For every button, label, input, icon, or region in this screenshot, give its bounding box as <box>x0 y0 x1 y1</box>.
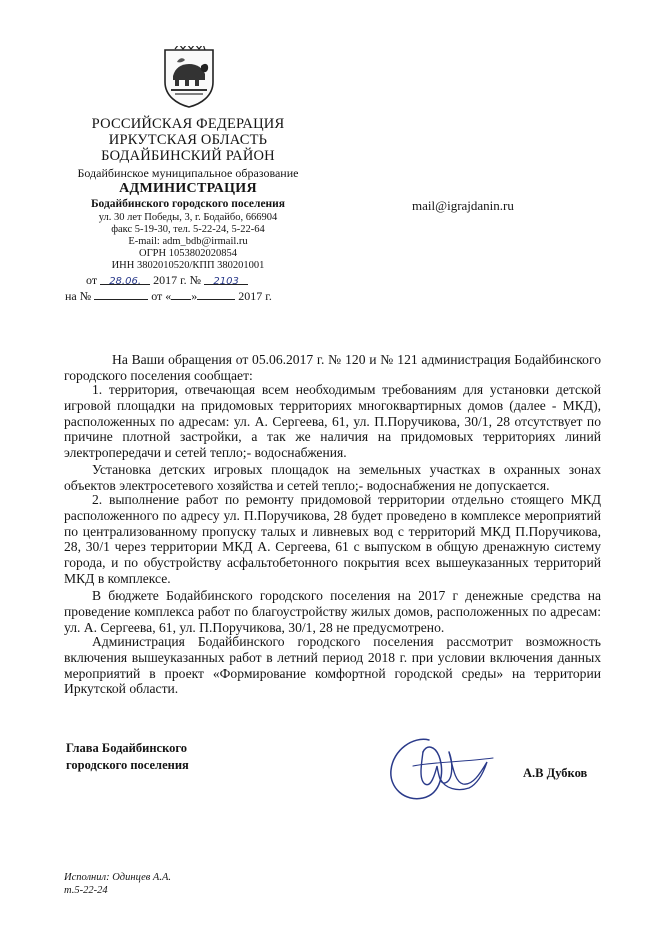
header-email: E-mail: adm_bdb@irmail.ru <box>128 236 248 247</box>
body-paragraph-1: На Ваши обращения от 05.06.2017 г. № 120 и № 121 администрация Бодайбинского городского поселения сообщает: <box>64 352 601 383</box>
handwritten-signature-icon <box>383 722 501 806</box>
header-inn-kpp: ИНН 3802010520/КПП 380201001 <box>111 260 265 271</box>
from-number-field <box>204 273 248 285</box>
incoming-reference-row <box>65 288 272 303</box>
to-month-blank <box>197 288 235 300</box>
from-year: 2017 г. № <box>153 273 202 287</box>
header-fax-phone: факс 5-19-30, тел. 5-22-24, 5-22-64 <box>111 224 265 235</box>
body-paragraph-2: 1. территория, отвечающая всем необходимым требованиям для установки детской игровой площадки на придомовых территориях многоквартирных домов (далее - МКД), расположенных по адресам: ул. А. Сергеева, 61, ул. П.Поручикова, 30/1, 28 отсутствует по причине плотной застройки, а так же наличия на придомовых территориях линий электропередачи и сетей тепло;- водоснабжения. <box>64 382 601 461</box>
header-region: ИРКУТСКАЯ ОБЛАСТЬ <box>108 132 268 148</box>
coat-of-arms-icon <box>161 46 217 108</box>
addressee-email: mail@igrajdanin.ru <box>412 198 514 213</box>
header-country: РОССИЙСКАЯ ФЕДЕРАЦИЯ <box>91 116 285 132</box>
header-district: БОДАЙБИНСКИЙ РАЙОН <box>101 148 275 164</box>
from-prefix: от <box>86 273 98 287</box>
body-paragraph-3: Установка детских игровых площадок на земельных участках в охранных зонах объектов электросетевого хозяйства и сетей тепло;- водоснабжения не допускается. <box>64 462 601 493</box>
to-day-blank <box>171 288 191 300</box>
signatory-title-line-1: Глава Бодайбинского <box>66 741 187 755</box>
executor-phone: т.5-22-24 <box>64 885 108 896</box>
header-ogrn: ОГРН 1053802020854 <box>139 248 237 259</box>
body-paragraph-4: 2. выполнение работ по ремонту придомовой территории отдельно стоящего МКД расположенного по адресу ул. П.Поручикова, 28 будет проведено в комплексе мероприятий по централизованному пропуску талых и ливневых вод с территорий МКД П.Поручикова, 28, 30/1 через территории МКД А. Сергеева, 61 с выпуском в общую дренажную систему города, и по обустройству асфальтобетонного покрытия всех вышеуказанных территорий МКД в комплексе. <box>64 492 601 586</box>
header-organization: Бодайбинского городского поселения <box>90 198 286 210</box>
signatory-title <box>66 740 189 774</box>
header-administration: АДМИНИСТРАЦИЯ <box>119 181 257 196</box>
to-year: 2017 г. <box>238 289 272 303</box>
body-paragraph-5: В бюджете Бодайбинского городского поселения на 2017 г денежные средства на проведение комплекса работ по благоустройству жилых домов, расположенных по адресам: ул. А. Сергеева, 61, ул. П.Поручикова, 30/1, 28 не предусмотрено. <box>64 588 601 635</box>
to-number-blank <box>94 288 148 300</box>
signatory-name: А.В Дубков <box>523 766 588 780</box>
header-address: ул. 30 лет Победы, 3, г. Бодайбо, 666904 <box>98 212 278 223</box>
executor-block <box>64 871 171 897</box>
header-municipality: Бодайбинское муниципальное образование <box>77 166 299 180</box>
signatory-title-line-2: городского поселения <box>66 758 189 772</box>
to-prefix: на № <box>65 289 92 303</box>
executor-name: Исполнил: Одинцев А.А. <box>64 872 172 883</box>
to-quote-close: » <box>191 289 198 303</box>
from-date-handwritten: 28.06. <box>109 276 141 287</box>
from-date-field <box>100 273 150 285</box>
to-middle: от « <box>151 289 172 303</box>
outgoing-number-row <box>86 273 248 287</box>
from-number-handwritten: 2103 <box>213 276 239 287</box>
body-paragraph-6: Администрация Бодайбинского городского поселения рассмотрит возможность включения вышеуказанных работ в летний период 2018 г. при условии включения данных мероприятий в проект «Формирование комфортной городской среды» на территории Иркутской области. <box>64 634 601 697</box>
